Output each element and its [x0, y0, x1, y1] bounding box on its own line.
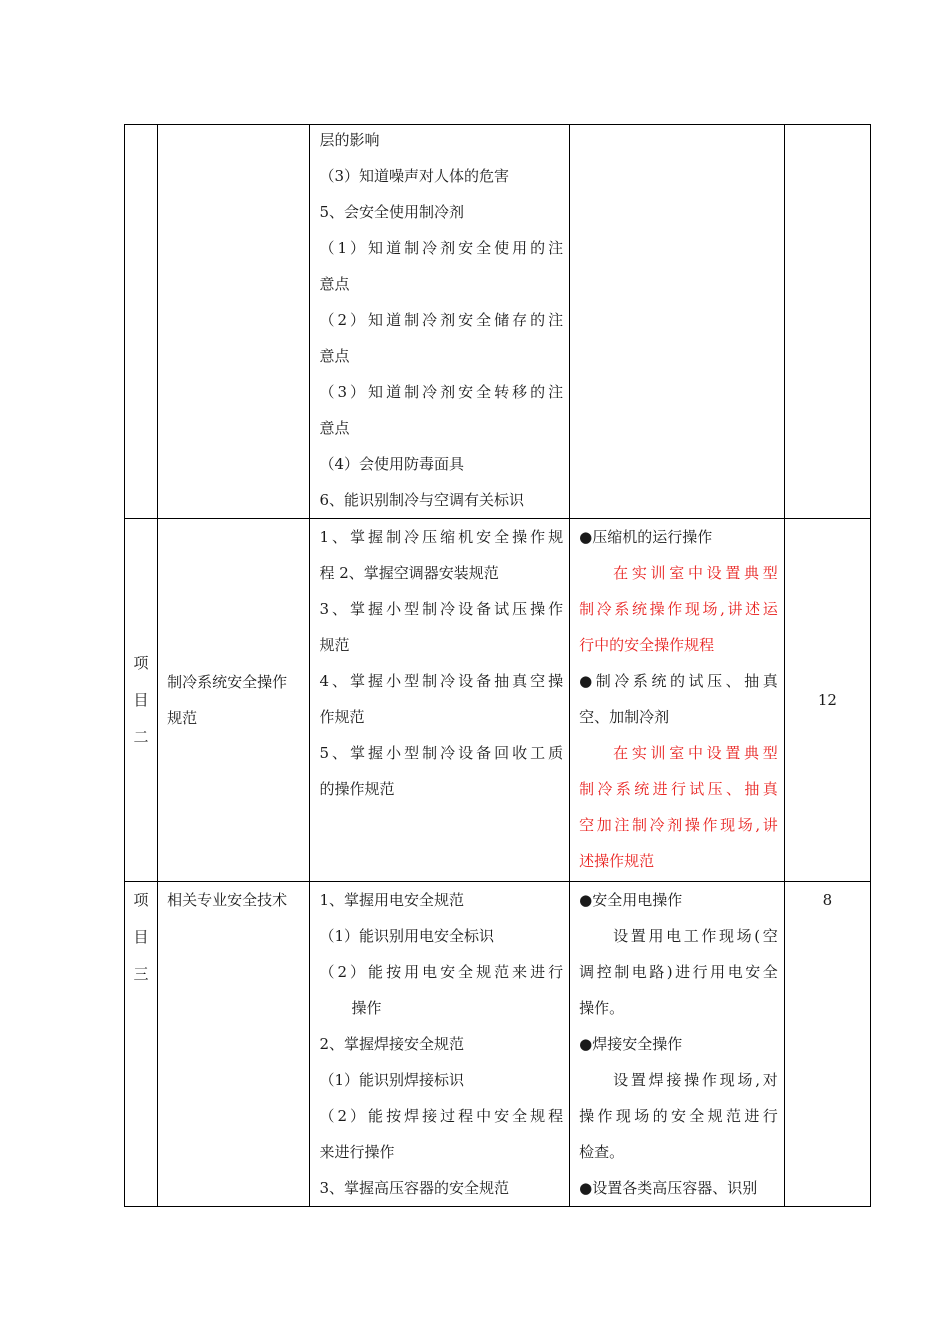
table-row [125, 519, 871, 882]
content-cell [310, 882, 570, 1207]
activity-line: 空加注制冷剂操作现场,讲 [579, 816, 778, 834]
content-line: 操作 [351, 999, 382, 1017]
content-line: 程 2、掌握空调器安装规范 [319, 564, 499, 582]
content-line: 1、掌握制冷压缩机安全操作规 [319, 528, 564, 546]
activity-line: 在实训室中设置典型 [613, 564, 778, 582]
content-line: 3、掌握高压容器的安全规范 [319, 1179, 510, 1197]
content-line: 的操作规范 [319, 780, 395, 798]
content-line: （1）能识别焊接标识 [319, 1071, 465, 1089]
activity-line: ●安全用电操作 [579, 891, 683, 909]
content-line: （3）知道制冷剂安全转移的注 [319, 383, 564, 401]
content-line: 意点 [319, 419, 350, 437]
content-line: 5、会安全使用制冷剂 [319, 203, 465, 221]
content-line: （1）知道制冷剂安全使用的注 [319, 239, 564, 257]
project-cell [125, 882, 158, 1207]
activity-cell [570, 519, 785, 882]
hours-cell [784, 519, 870, 882]
activity-cell [570, 125, 785, 519]
activity-line: 制冷系统进行试压、抽真 [579, 780, 778, 798]
activity-line: 检查。 [579, 1143, 625, 1161]
content-cell [310, 519, 570, 882]
content-line: 层的影响 [319, 131, 380, 149]
hours-cell [784, 882, 870, 1207]
project-char: 目 [133, 690, 149, 709]
title-cell [158, 125, 310, 519]
activity-line: 调控制电路)进行用电安全 [579, 963, 778, 981]
content-line: 5、掌握小型制冷设备回收工质 [319, 744, 564, 762]
activity-line: ●设置各类高压容器、识别 [579, 1179, 758, 1197]
title-cell [158, 519, 310, 882]
content-line: 来进行操作 [319, 1143, 395, 1161]
content-line: （3）知道噪声对人体的危害 [319, 167, 510, 185]
activity-line: 操作。 [579, 999, 625, 1017]
content-line: 意点 [319, 275, 350, 293]
project-char: 三 [133, 965, 149, 983]
activity-line: ●焊接安全操作 [579, 1035, 683, 1053]
hours-value: 12 [817, 691, 837, 709]
project-char: 二 [133, 727, 149, 746]
title-line: 制冷系统安全操作 [167, 673, 288, 691]
content-line: （2）能按焊接过程中安全规程 [319, 1107, 564, 1125]
content-line: 规范 [319, 636, 350, 654]
activity-line: 空、加制冷剂 [579, 708, 670, 726]
content-line: （1）能识别用电安全标识 [319, 927, 495, 945]
project-cell [125, 519, 158, 882]
activity-line: 设置焊接操作现场,对 [613, 1071, 778, 1089]
content-line: 2、掌握焊接安全规范 [319, 1035, 465, 1053]
title-line: 规范 [167, 709, 198, 727]
course-table [124, 124, 871, 1207]
activity-line: ●制冷系统的试压、抽真 [579, 672, 778, 690]
activity-line: 制冷系统操作现场,讲述运 [579, 600, 778, 618]
hours-value: 8 [822, 891, 833, 909]
content-line: 6、能识别制冷与空调有关标识 [319, 491, 525, 509]
content-line: 作规范 [319, 708, 365, 726]
activity-line: ●压缩机的运行操作 [579, 528, 713, 546]
title-line: 相关专业安全技术 [167, 891, 288, 909]
content-line: （2）能按用电安全规范来进行 [319, 963, 564, 981]
title-cell [158, 882, 310, 1207]
content-line: 1、掌握用电安全规范 [319, 891, 465, 909]
content-line: （2）知道制冷剂安全储存的注 [319, 311, 564, 329]
content-line: 意点 [319, 347, 350, 365]
activity-line: 在实训室中设置典型 [613, 744, 778, 762]
activity-cell [570, 882, 785, 1207]
project-char: 目 [133, 928, 149, 946]
activity-line: 设置用电工作现场(空 [613, 927, 778, 945]
table-row [125, 882, 871, 1207]
activity-line: 行中的安全操作规程 [579, 636, 715, 654]
content-line: （4）会使用防毒面具 [319, 455, 465, 473]
hours-cell [784, 125, 870, 519]
content-line: 4、掌握小型制冷设备抽真空操 [319, 672, 564, 690]
content-cell [310, 125, 570, 519]
activity-line: 述操作规范 [579, 852, 655, 870]
table-row [125, 125, 871, 519]
project-cell [125, 125, 158, 519]
project-char: 项 [133, 653, 149, 672]
activity-line: 操作现场的安全规范进行 [579, 1107, 778, 1125]
project-char: 项 [133, 891, 149, 909]
content-line: 3、掌握小型制冷设备试压操作 [319, 600, 564, 618]
